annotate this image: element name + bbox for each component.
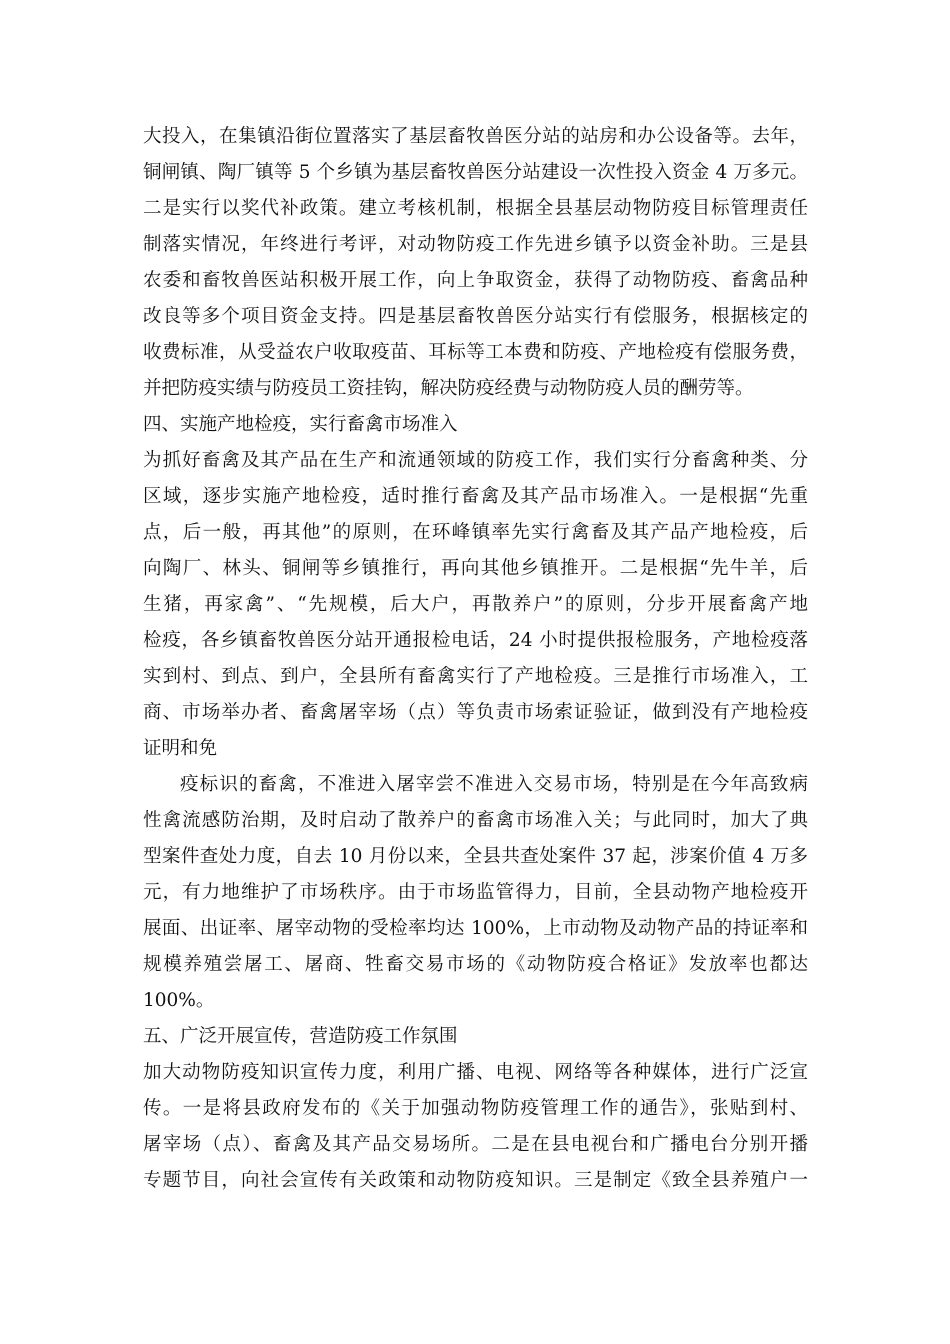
text-line: 证明和免 <box>143 738 218 759</box>
text-line: 区域，逐步实施产地检疫，适时推行畜禽及其产品市场准入。一是根据“先重 <box>143 486 808 507</box>
text-line: 加大动物防疫知识宣传力度，利用广播、电视、网络等各种媒体，进行广泛宣 <box>143 1062 808 1083</box>
text-line: 并把防疫实绩与防疫员工资挂钩，解决防疫经费与动物防疫人员的酬劳等。 <box>143 378 754 399</box>
text-line: 二是实行以奖代补政策。建立考核机制，根据全县基层动物防疫目标管理责任 <box>143 198 808 219</box>
text-line: 型案件查处力度，自去 10 月份以来，全县共查处案件 37 起，涉案价值 4 万多 <box>143 846 808 867</box>
text-line: 专题节目，向社会宣传有关政策和动物防疫知识。三是制定《致全县养殖户一 <box>143 1170 808 1191</box>
paragraph-market-access <box>143 767 808 1019</box>
text-line: 改良等多个项目资金支持。四是基层畜牧兽医分站实行有偿服务，根据核定的 <box>143 306 808 327</box>
text-line: 规模养殖尝屠工、屠商、牲畜交易市场的《动物防疫合格证》发放率也都达 <box>143 954 808 975</box>
text-line: 元，有力地维护了市场秩序。由于市场监管得力，目前，全县动物产地检疫开 <box>143 882 808 903</box>
text-line: 大投入，在集镇沿街位置落实了基层畜牧兽医分站的站房和办公设备等。去年， <box>143 126 808 147</box>
text-line: 传。一是将县政府发布的《关于加强动物防疫管理工作的通告》，张贴到村、 <box>143 1098 808 1119</box>
text-line: 铜闸镇、陶厂镇等 5 个乡镇为基层畜牧兽医分站建设一次性投入资金 4 万多元。 <box>143 162 808 183</box>
text-line: 向陶厂、林头、铜闸等乡镇推行，再向其他乡镇推开。二是根据“先牛羊，后 <box>143 558 808 579</box>
section-heading-4: 四、实施产地检疫，实行畜禽市场准入 <box>143 414 458 435</box>
text-line: 展面、出证率、屠宰动物的受检率均达 100%，上市动物及动物产品的持证率和 <box>143 918 808 939</box>
document-body <box>143 119 808 1199</box>
text-line: 商、市场举办者、畜禽屠宰场（点）等负责市场索证验证，做到没有产地检疫 <box>143 702 808 723</box>
paragraph-publicity <box>143 1055 808 1199</box>
text-line: 实到村、到点、到户，全县所有畜禽实行了产地检疫。三是推行市场准入，工 <box>143 666 808 687</box>
text-line: 生猪，再家禽”、“先规模，后大户，再散养户”的原则，分步开展畜禽产地 <box>143 594 808 615</box>
text-line: 为抓好畜禽及其产品在生产和流通领域的防疫工作，我们实行分畜禽种类、分 <box>143 450 808 471</box>
paragraph-funding <box>143 119 808 407</box>
section-heading-5: 五、广泛开展宣传，营造防疫工作氛围 <box>143 1026 458 1047</box>
paragraph-quarantine <box>143 443 808 767</box>
text-line: 检疫，各乡镇畜牧兽医分站开通报检电话，24 小时提供报检服务，产地检疫落 <box>143 630 808 651</box>
text-line: 疫标识的畜禽，不准进入屠宰尝不准进入交易市场，特别是在今年高致病 <box>180 774 808 795</box>
text-line: 100%。 <box>143 990 215 1011</box>
text-line: 农委和畜牧兽医站积极开展工作，向上争取资金，获得了动物防疫、畜禽品种 <box>143 270 808 291</box>
text-line: 点，后一般，再其他”的原则，在环峰镇率先实行禽畜及其产品产地检疫，后 <box>143 522 808 543</box>
text-line: 制落实情况，年终进行考评，对动物防疫工作先进乡镇予以资金补助。三是县 <box>143 234 808 255</box>
text-line: 收费标准，从受益农户收取疫苗、耳标等工本费和防疫、产地检疫有偿服务费， <box>143 342 808 363</box>
text-line: 屠宰场（点）、畜禽及其产品交易场所。二是在县电视台和广播电台分别开播 <box>143 1134 808 1155</box>
text-line: 性禽流感防治期，及时启动了散养户的畜禽市场准入关；与此同时，加大了典 <box>143 810 808 831</box>
